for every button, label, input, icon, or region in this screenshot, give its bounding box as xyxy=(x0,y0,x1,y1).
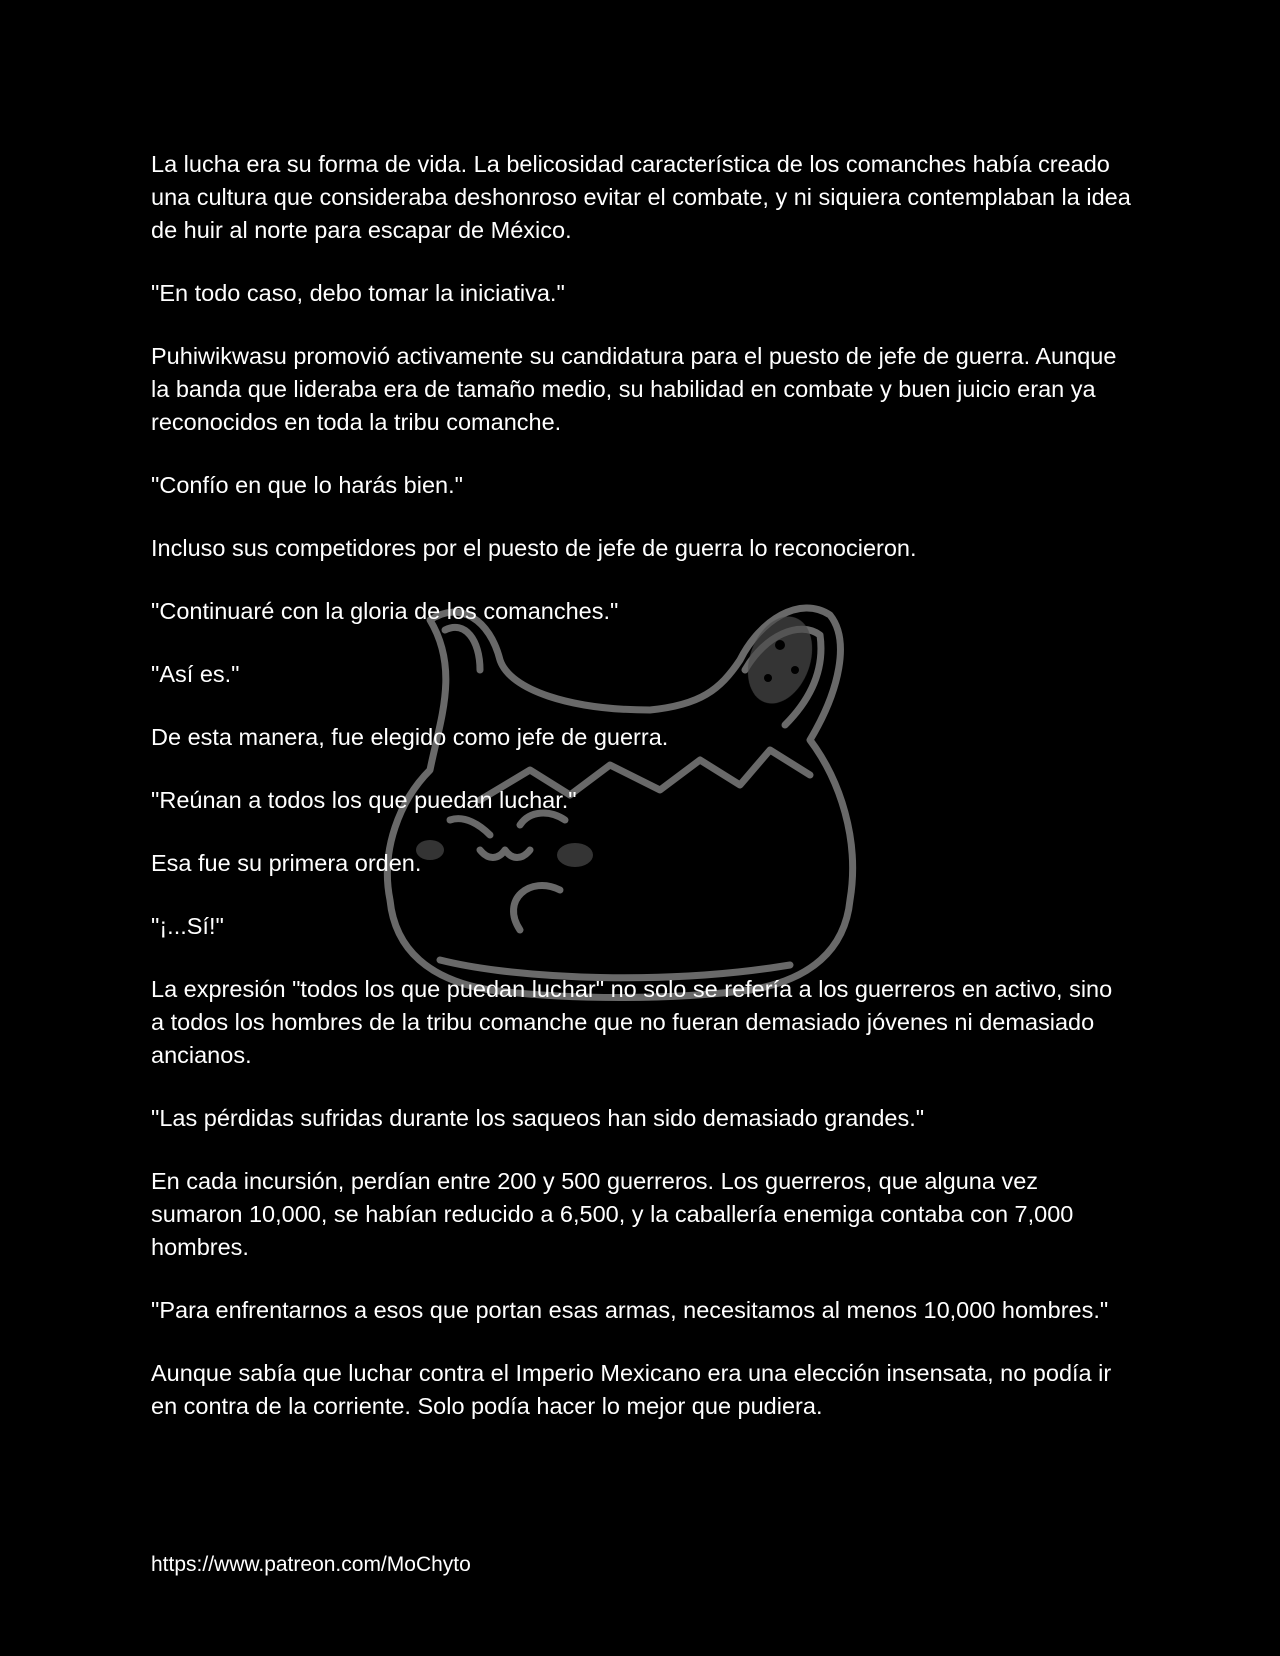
story-text xyxy=(151,148,1131,1453)
paragraph: "Las pérdidas sufridas durante los saqueos han sido demasiado grandes." xyxy=(151,1105,925,1131)
paragraph: La expresión "todos los que puedan luchar" no solo se refería a los guerreros en activo, sino a todos los hombres de la tribu comanche que no fueran demasiado jóvenes ni demasiado ancianos. xyxy=(151,976,1113,1068)
paragraph: "¡...Sí!" xyxy=(151,913,224,939)
patreon-link[interactable]: https://www.patreon.com/MoChyto xyxy=(151,1553,471,1576)
paragraph: En cada incursión, perdían entre 200 y 500 guerreros. Los guerreros, que alguna vez sumaron 10,000, se habían reducido a 6,500, y la caballería enemiga contaba con 7,000 hombres. xyxy=(151,1168,1074,1260)
paragraph: Puhiwikwasu promovió activamente su candidatura para el puesto de jefe de guerra. Aunque la banda que lideraba era de tamaño medio, su habilidad en combate y buen juicio eran ya reconocidos en toda la tribu comanche. xyxy=(151,343,1117,435)
paragraph: De esta manera, fue elegido como jefe de guerra. xyxy=(151,724,669,750)
paragraph: Incluso sus competidores por el puesto de jefe de guerra lo reconocieron. xyxy=(151,535,917,561)
paragraph: "En todo caso, debo tomar la iniciativa." xyxy=(151,280,565,306)
paragraph: "Reúnan a todos los que puedan luchar." xyxy=(151,787,577,813)
paragraph: "Así es." xyxy=(151,661,240,687)
paragraph: "Continuaré con la gloria de los comanches." xyxy=(151,598,619,624)
paragraph: "Confío en que lo harás bien." xyxy=(151,472,463,498)
paragraph: Aunque sabía que luchar contra el Imperio Mexicano era una elección insensata, no podía ir en contra de la corriente. Solo podía hacer lo mejor que pudiera. xyxy=(151,1360,1112,1419)
paragraph: Esa fue su primera orden. xyxy=(151,850,422,876)
paragraph: "Para enfrentarnos a esos que portan esas armas, necesitamos al menos 10,000 hombres." xyxy=(151,1297,1109,1323)
paragraph: La lucha era su forma de vida. La belicosidad característica de los comanches había creado una cultura que consideraba deshonroso evitar el combate, y ni siquiera contemplaban la idea de huir al norte para escapar de México. xyxy=(151,151,1131,243)
